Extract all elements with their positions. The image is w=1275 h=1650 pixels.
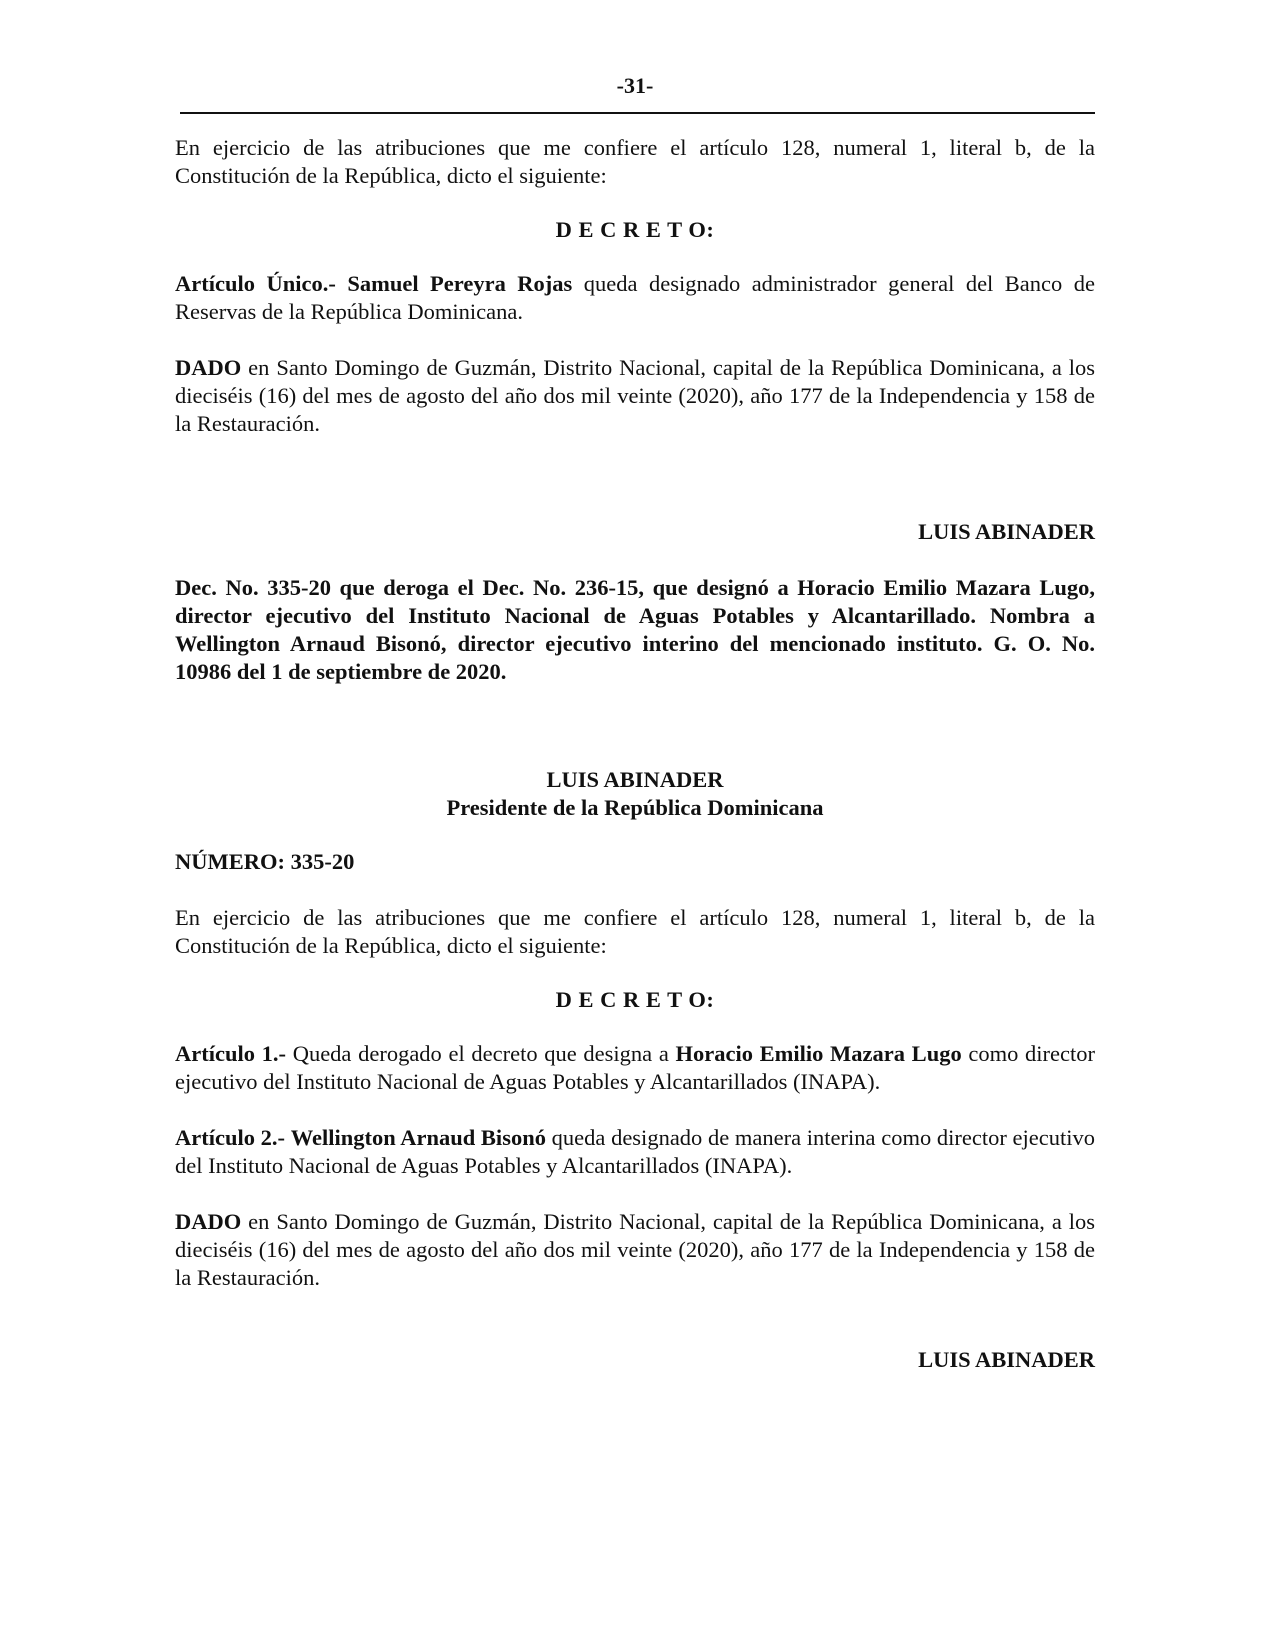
article-label: Artículo Único.- xyxy=(175,271,336,296)
decreto-heading: D E C R E T O: xyxy=(555,217,715,242)
article-label: Artículo 2.- xyxy=(175,1125,286,1150)
dado-text: en Santo Domingo de Guzmán, Distrito Nacional, capital de la República Dominicana, a los dieciséis (16) del mes de agosto del año dos mil veinte (2020), año 177 de la Independencia y 158 de la Restauración. xyxy=(175,355,1095,436)
appointee-name: Samuel Pereyra Rojas xyxy=(347,271,573,296)
dado-text: en Santo Domingo de Guzmán, Distrito Nacional, capital de la República Dominicana, a los dieciséis (16) del mes de agosto del año dos mil veinte (2020), año 177 de la Independencia y 158 de la Restauración. xyxy=(175,1209,1095,1290)
article-label: Artículo 1.- xyxy=(175,1041,287,1066)
signature: LUIS ABINADER xyxy=(918,1347,1095,1372)
article-unico xyxy=(175,270,1095,326)
document-page xyxy=(175,70,1095,1374)
article-text: Queda derogado el decreto que designa a xyxy=(286,1041,676,1066)
article-text: queda designado administrador general del Banco de Reservas de la República Dominicana. xyxy=(175,271,1095,324)
issuer-title: Presidente de la República Dominicana xyxy=(446,795,824,820)
signature: LUIS ABINADER xyxy=(918,519,1095,544)
header-divider xyxy=(180,112,1095,114)
preamble: En ejercicio de las atribuciones que me confiere el artículo 128, numeral 1, literal b, de la Constitución de la República, dicto el siguiente: xyxy=(175,135,1095,188)
article-text: queda designado de manera interina como director ejecutivo del Instituto Nacional de Aguas Potables y Alcantarillados (INAPA). xyxy=(175,1125,1096,1178)
decree-summary: Dec. No. 335-20 que deroga el Dec. No. 236-15, que designó a Horacio Emilio Mazara Lugo, director ejecutivo del Instituto Nacional de Aguas Potables y Alcantarillado. Nombra a Wellington Arnaud Bisonó, director ejecutivo interino del mencionado instituto. G. O. No. 10986 del 1 de septiembre de 2020. xyxy=(175,575,1095,684)
preamble: En ejercicio de las atribuciones que me confiere el artículo 128, numeral 1, literal b, de la Constitución de la República, dicto el siguiente: xyxy=(175,905,1095,958)
issuer-name: LUIS ABINADER xyxy=(546,767,724,792)
dado-label: DADO xyxy=(175,355,242,380)
dado-paragraph xyxy=(175,1208,1095,1292)
article-1 xyxy=(175,1040,1095,1096)
person-name: Horacio Emilio Mazara Lugo xyxy=(675,1041,962,1066)
article-2 xyxy=(175,1124,1095,1180)
article-text: como director ejecutivo del Instituto Nacional de Aguas Potables y Alcantarillados (INAPA). xyxy=(175,1041,1095,1094)
decreto-heading: D E C R E T O: xyxy=(555,987,715,1012)
decree-number: NÚMERO: 335-20 xyxy=(175,849,355,874)
page-number: -31- xyxy=(616,73,654,98)
dado-paragraph xyxy=(175,354,1095,438)
dado-label: DADO xyxy=(175,1209,242,1234)
appointee-name: Wellington Arnaud Bisonó xyxy=(290,1125,546,1150)
